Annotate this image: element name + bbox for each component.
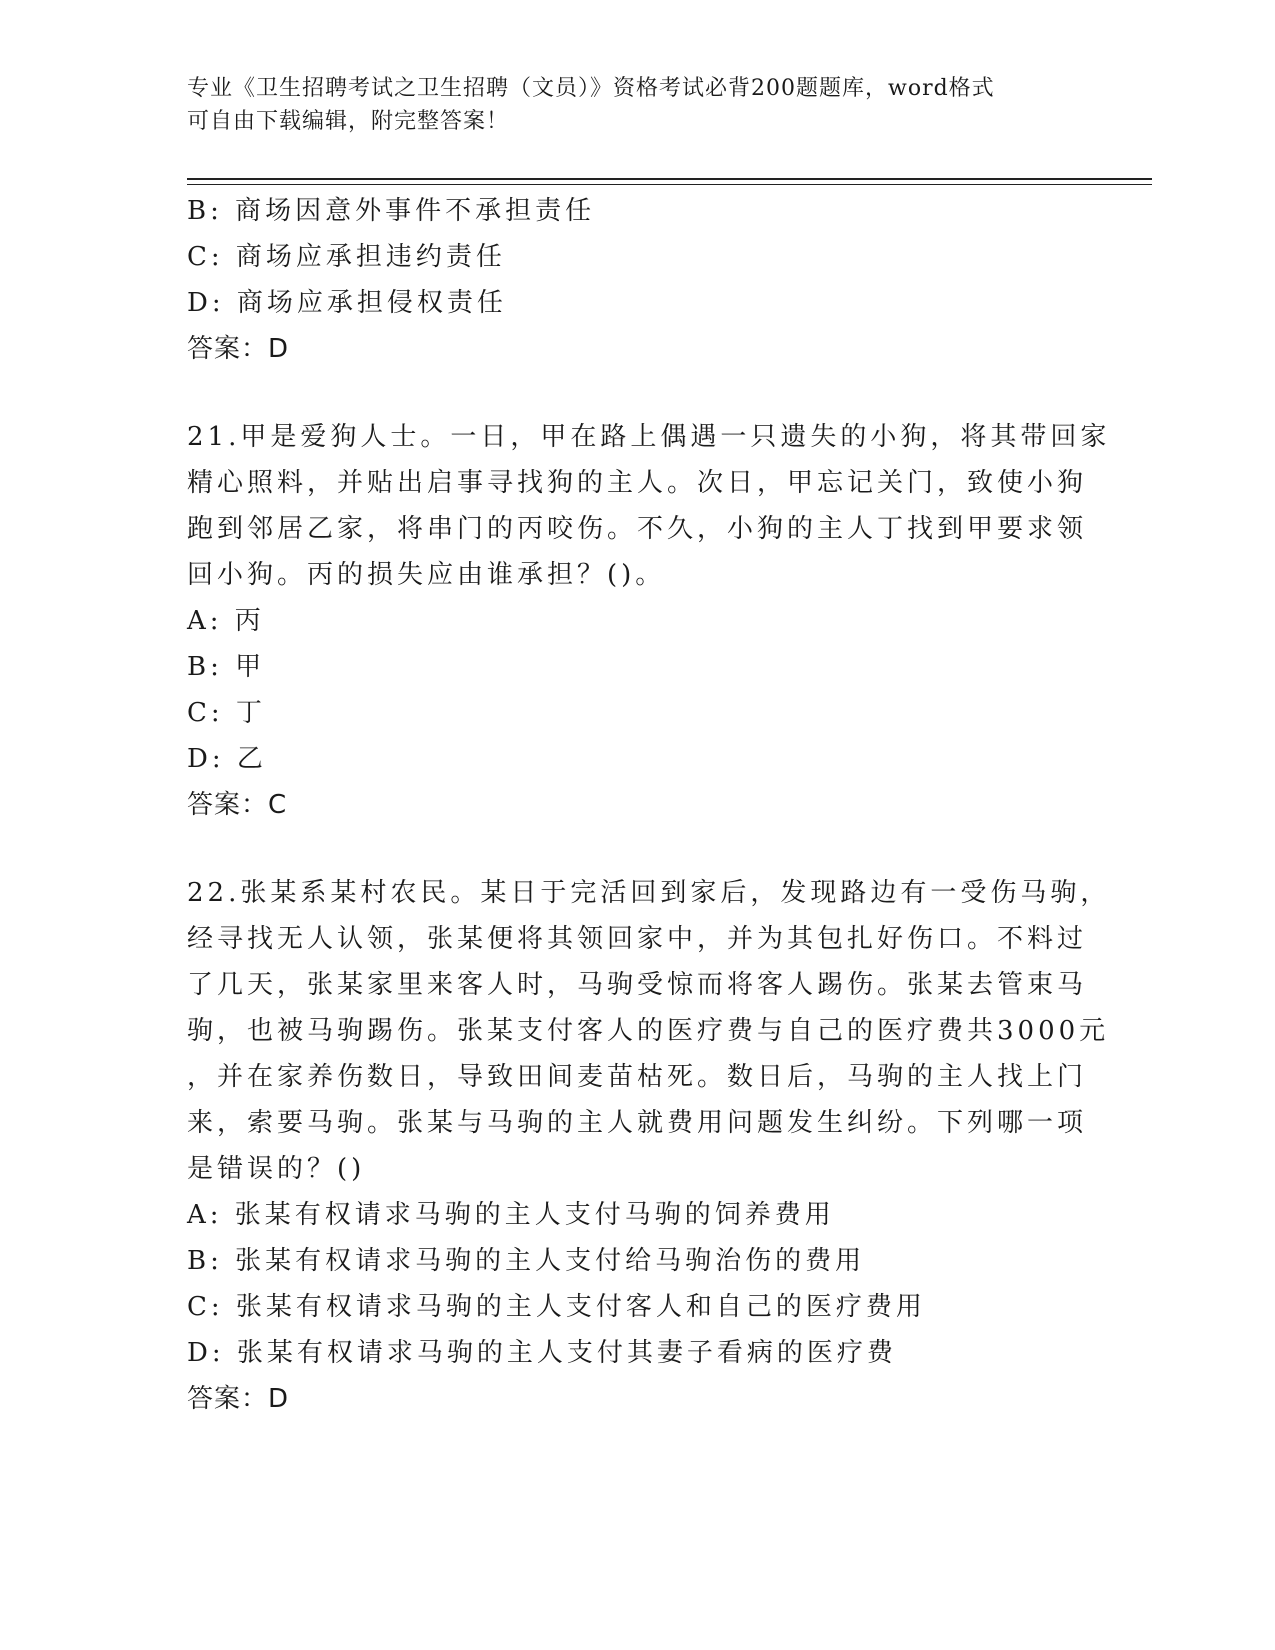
answer-line: 答案：D	[187, 334, 290, 364]
question-20-tail	[187, 188, 1087, 372]
question-stem-line: 是错误的？()	[187, 1154, 366, 1184]
answer-line: 答案：C	[187, 790, 288, 820]
header-line-2: 可自由下载编辑，附完整答案！	[187, 109, 510, 134]
header-divider-thin	[187, 184, 1152, 185]
option-c: C: 商场应承担违约责任	[187, 242, 506, 272]
option-a: A: 丙	[187, 606, 265, 636]
option-b: B: 张某有权请求马驹的主人支付给马驹治伤的费用	[187, 1246, 866, 1276]
question-stem-line: 精心照料，并贴出启事寻找狗的主人。次日，甲忘记关门，致使小狗	[187, 468, 1088, 498]
option-c: C: 张某有权请求马驹的主人支付客人和自己的医疗费用	[187, 1292, 926, 1322]
option-d: D: 张某有权请求马驹的主人支付其妻子看病的医疗费	[187, 1338, 897, 1368]
header-divider-thick	[187, 178, 1152, 180]
option-b: B: 商场因意外事件不承担责任	[187, 196, 596, 226]
document-header	[187, 72, 1067, 138]
question-stem-line: 驹，也被马驹踢伤。张某支付客人的医疗费与自己的医疗费共3000元	[187, 1016, 1110, 1046]
answer-line: 答案：D	[187, 1384, 290, 1414]
question-stem-line: 了几天，张某家里来客人时，马驹受惊而将客人踢伤。张某去管束马	[187, 970, 1088, 1000]
option-d: D: 商场应承担侵权责任	[187, 288, 507, 318]
question-stem-line: ，并在家养伤数日，导致田间麦苗枯死。数日后，马驹的主人找上门	[187, 1062, 1088, 1092]
spacer	[187, 828, 1087, 870]
question-stem-line: 22.张某系某村农民。某日于完活回到家后，发现路边有一受伤马驹，	[187, 878, 1111, 908]
question-22	[187, 870, 1111, 1422]
header-line-1: 专业《卫生招聘考试之卫生招聘（文员）》资格考试必背200题题库，word格式	[187, 76, 995, 101]
option-b: B: 甲	[187, 652, 266, 682]
question-stem-line: 经寻找无人认领，张某便将其领回家中，并为其包扎好伤口。不料过	[187, 924, 1088, 954]
question-stem-line: 回小狗。丙的损失应由谁承担？()。	[187, 560, 666, 590]
document-body	[187, 188, 1111, 1422]
option-a: A: 张某有权请求马驹的主人支付马驹的饲养费用	[187, 1200, 835, 1230]
question-stem-line: 21.甲是爱狗人士。一日，甲在路上偶遇一只遗失的小狗，将其带回家	[187, 422, 1111, 452]
option-d: D: 乙	[187, 744, 267, 774]
option-c: C: 丁	[187, 698, 266, 728]
question-stem-line: 来，索要马驹。张某与马驹的主人就费用问题发生纠纷。下列哪一项	[187, 1108, 1088, 1138]
question-21	[187, 414, 1111, 828]
spacer	[187, 372, 1087, 414]
question-stem-line: 跑到邻居乙家，将串门的丙咬伤。不久，小狗的主人丁找到甲要求领	[187, 514, 1088, 544]
